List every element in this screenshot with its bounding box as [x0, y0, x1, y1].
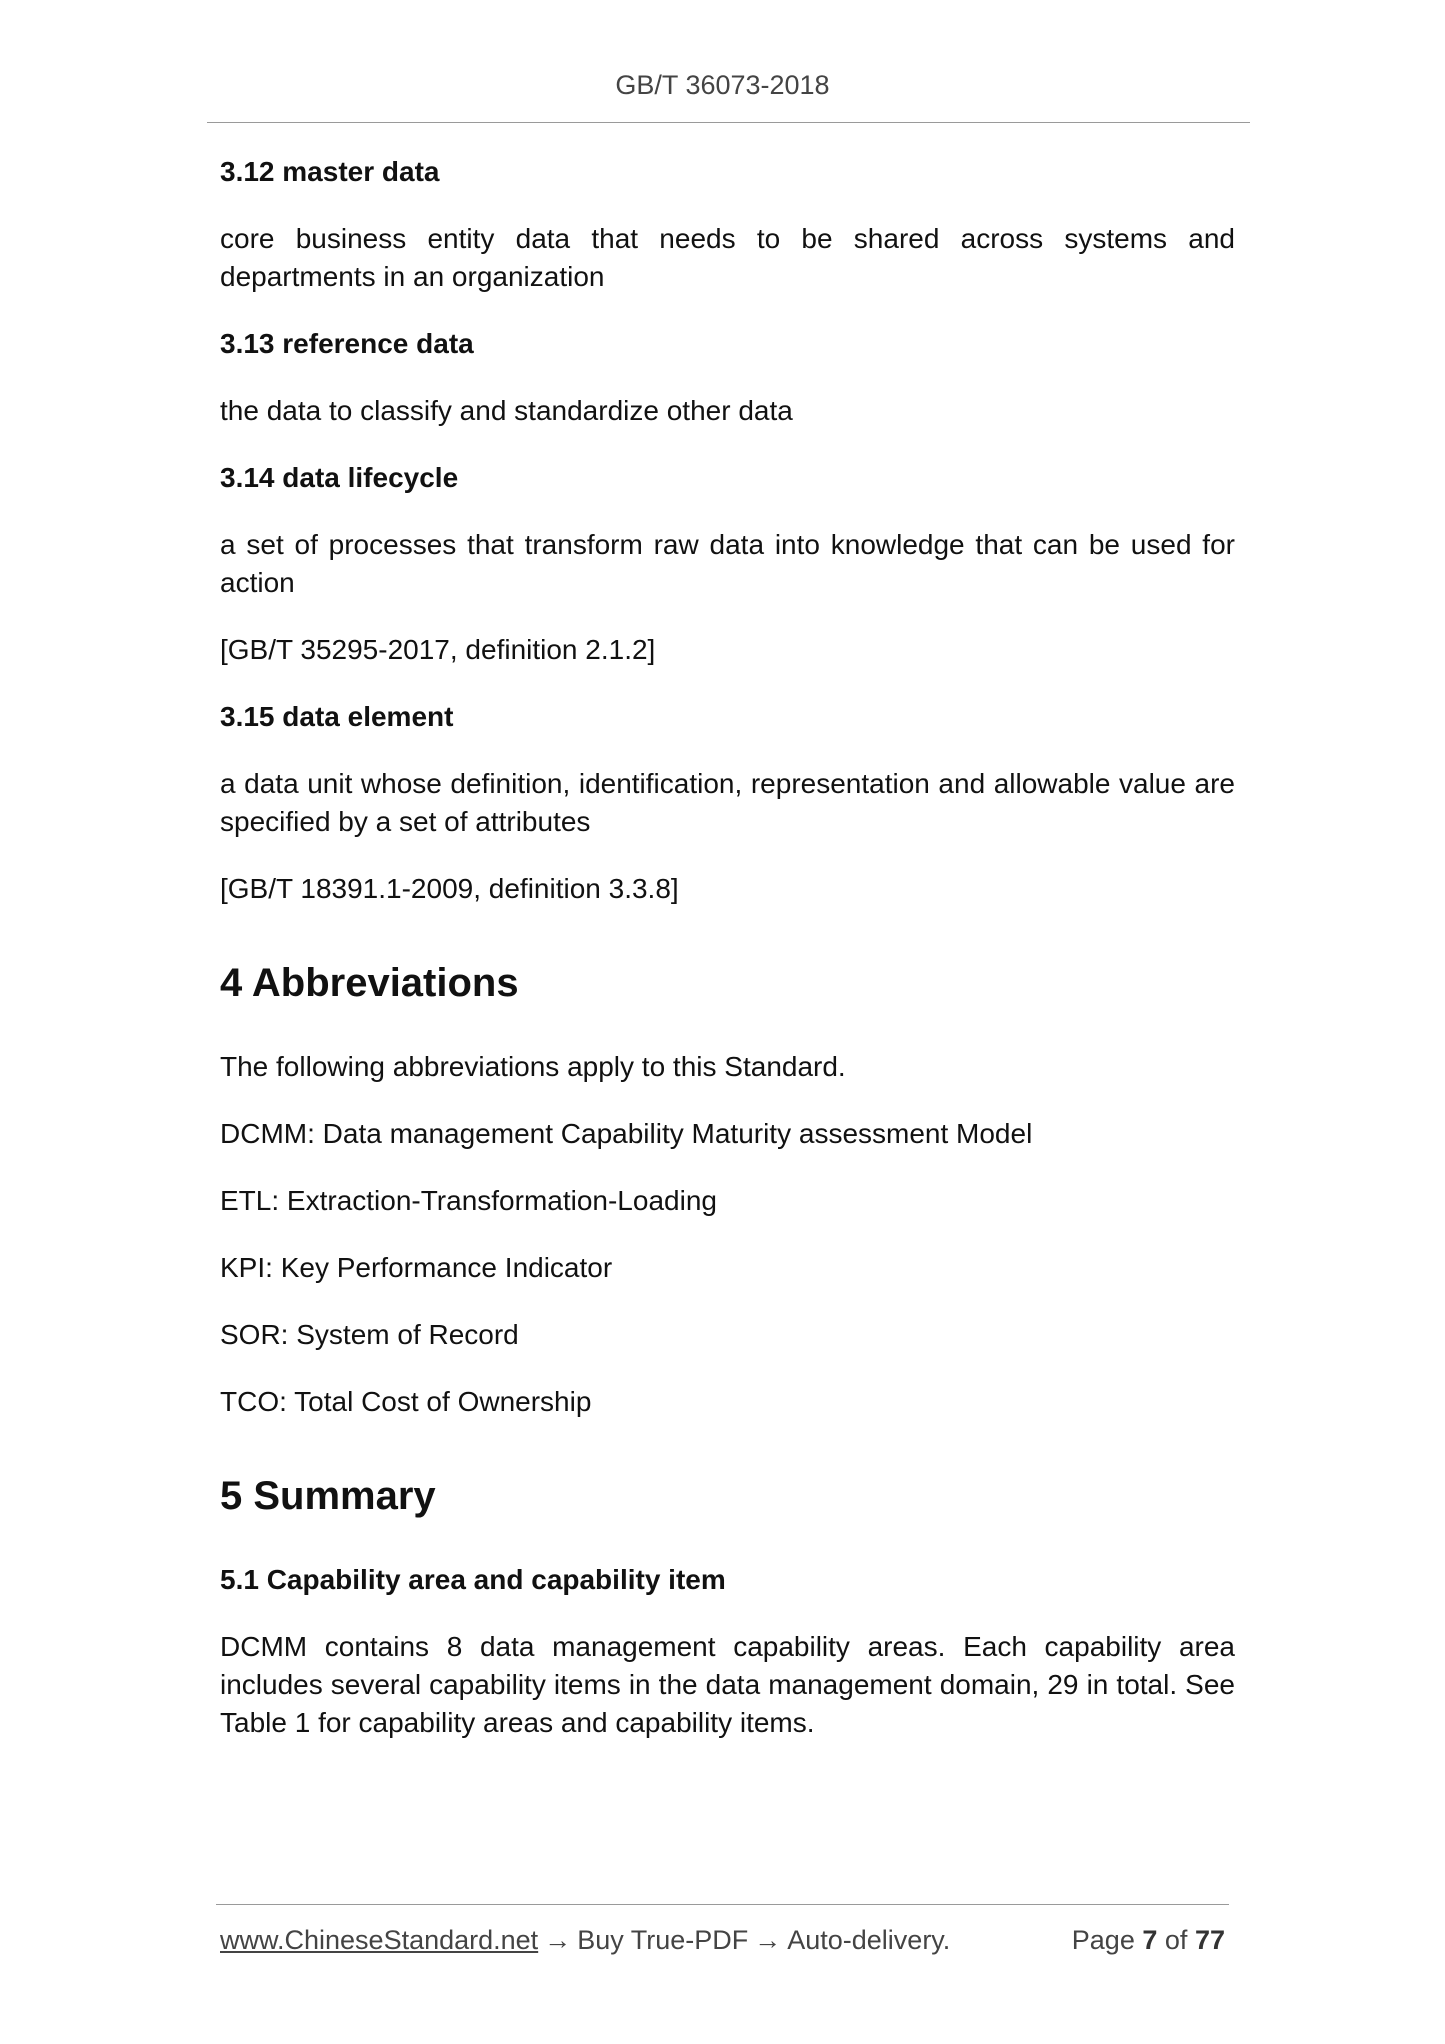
abbreviation-item: KPI: Key Performance Indicator — [220, 1252, 613, 1283]
term-heading: 3.13 reference data — [220, 328, 474, 359]
term-definition: a data unit whose definition, identification, representation and allowable value are specified by a set of attributes — [220, 768, 1235, 837]
term-definition: core business entity data that needs to be shared across systems and departments in an organization — [220, 223, 1235, 292]
term-heading: 3.14 data lifecycle — [220, 462, 459, 493]
arrow-right-icon: → — [754, 1925, 782, 1955]
section-heading: 5 Summary — [220, 1474, 436, 1518]
subsection-heading: 5.1 Capability area and capability item — [220, 1564, 726, 1595]
page-header: GB/T 36073-2018 — [615, 70, 830, 100]
term-definition: a set of processes that transform raw data into knowledge that can be used for action — [220, 529, 1235, 598]
page-counter — [1072, 1922, 1225, 1958]
page-total: 77 — [1194, 1925, 1225, 1955]
footer-promo — [220, 1922, 950, 1958]
abbreviation-item: ETL: Extraction-Transformation-Loading — [220, 1185, 717, 1216]
term-definition: the data to classify and standardize other data — [220, 395, 793, 426]
abbreviation-item: DCMM: Data management Capability Maturity assessment Model — [220, 1118, 1033, 1149]
term-source: [GB/T 35295-2017, definition 2.1.2] — [220, 634, 656, 665]
page-label: Page — [1071, 1925, 1135, 1955]
footer-buy-text: Buy True-PDF — [577, 1925, 749, 1955]
subsection-body: DCMM contains 8 data management capability areas. Each capability area includes several capability items in the data management domain, 29 in total. See Table 1 for capability areas and capability items. — [220, 1631, 1235, 1738]
header-divider — [207, 122, 1250, 123]
footer-divider — [216, 1904, 1229, 1905]
section-intro: The following abbreviations apply to this Standard. — [220, 1051, 846, 1082]
document-body — [220, 153, 1235, 1742]
website-link[interactable]: www.ChineseStandard.net — [220, 1925, 539, 1955]
abbreviation-item: TCO: Total Cost of Ownership — [220, 1386, 592, 1417]
arrow-right-icon: → — [544, 1925, 572, 1955]
term-heading: 3.12 master data — [220, 156, 440, 187]
section-heading: 4 Abbreviations — [220, 961, 519, 1005]
page-number: 7 — [1142, 1925, 1158, 1955]
term-source: [GB/T 18391.1-2009, definition 3.3.8] — [220, 873, 679, 904]
abbreviation-item: SOR: System of Record — [220, 1319, 519, 1350]
footer-delivery-text: Auto-delivery. — [787, 1925, 951, 1955]
term-heading: 3.15 data element — [220, 701, 454, 732]
of-label: of — [1164, 1925, 1188, 1955]
